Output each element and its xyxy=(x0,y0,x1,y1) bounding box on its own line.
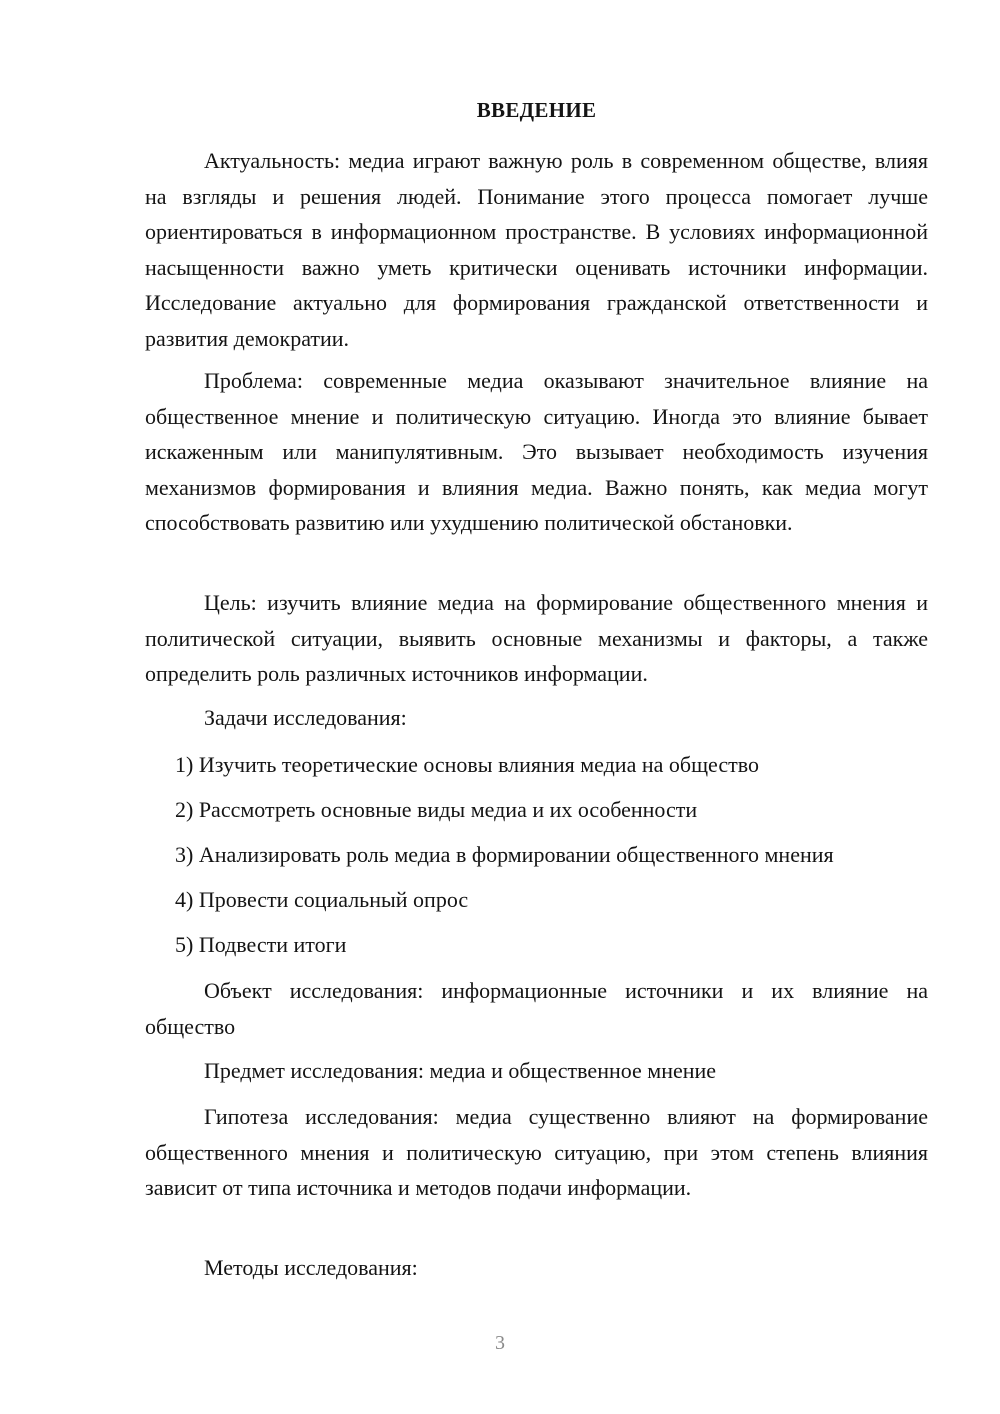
methods-label: Методы исследования: xyxy=(204,1255,418,1280)
subject-paragraph: Предмет исследования: медиа и общественное мнение xyxy=(204,1058,717,1083)
tasks-label: Задачи исследования: xyxy=(204,705,407,730)
relevance-paragraph: Актуальность: медиа играют важную роль в современном обществе, влияя на взгляды и решения людей. Понимание этого процесса помогает лучше ориентироваться в информационном пространстве. В условиях информационной насыщенности важно уметь критически оценивать источники информации. Исследование актуально для формирования гражданской ответственности и развития демократии. xyxy=(145,148,928,351)
task-item-5: 5) Подвести итоги xyxy=(175,932,347,957)
task-item-1: 1) Изучить теоретические основы влияния медиа на общество xyxy=(175,752,759,777)
task-item-4: 4) Провести социальный опрос xyxy=(175,887,469,912)
section-heading: ВВЕДЕНИЕ xyxy=(476,98,597,122)
task-item-2: 2) Рассмотреть основные виды медиа и их особенности xyxy=(175,797,698,822)
task-item-3: 3) Анализировать роль медиа в формировании общественного мнения xyxy=(175,842,834,867)
object-paragraph: Объект исследования: информационные источники и их влияние на общество xyxy=(145,978,928,1039)
hypothesis-paragraph: Гипотеза исследования: медиа существенно влияют на формирование общественного мнения и политическую ситуацию, при этом степень влияния зависит от типа источника и методов подачи информации. xyxy=(145,1104,928,1200)
page-number: 3 xyxy=(495,1332,505,1354)
goal-paragraph: Цель: изучить влияние медиа на формирование общественного мнения и политической ситуации, выявить основные механизмы и факторы, а также определить роль различных источников информации. xyxy=(145,590,928,686)
problem-paragraph: Проблема: современные медиа оказывают значительное влияние на общественное мнение и политическую ситуацию. Иногда это влияние бывает искаженным или манипулятивным. Это вызывает необходимость изучения механизмов формирования и влияния медиа. Важно понять, как медиа могут способствовать развитию или ухудшению политической обстановки. xyxy=(145,368,928,535)
